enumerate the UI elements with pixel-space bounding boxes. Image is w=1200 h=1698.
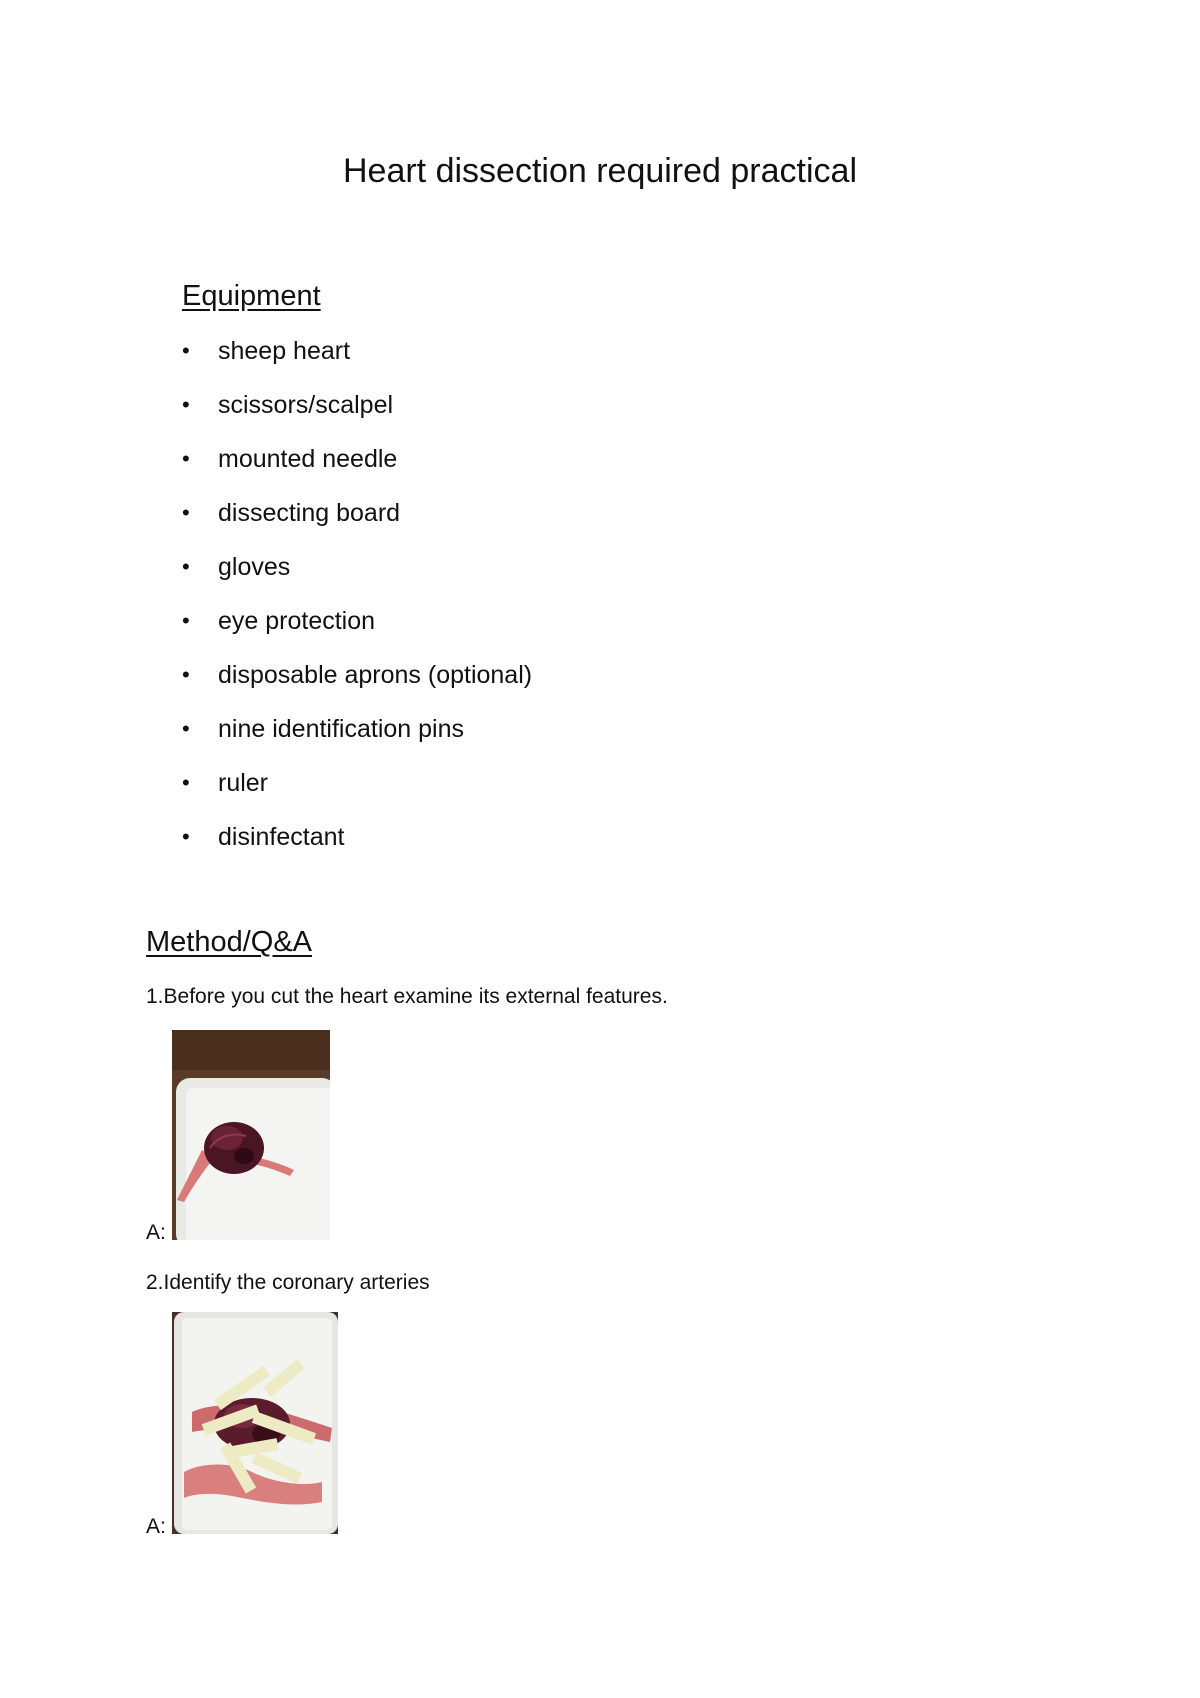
- equipment-heading: Equipment: [182, 280, 321, 312]
- method-heading: Method/Q&A: [146, 926, 313, 958]
- bullet-icon: •: [182, 338, 190, 363]
- equipment-item-label: gloves: [218, 553, 291, 581]
- bullet-icon: •: [182, 770, 190, 795]
- equipment-item: [182, 498, 532, 552]
- equipment-item-label: scissors/scalpel: [218, 391, 394, 419]
- equipment-item-label: sheep heart: [218, 337, 351, 365]
- question-1: 1.Before you cut the heart examine its external features.: [146, 985, 668, 1008]
- equipment-item-label: eye protection: [218, 607, 376, 635]
- equipment-item: [182, 390, 532, 444]
- question-2: 2.Identify the coronary arteries: [146, 1271, 430, 1294]
- bullet-icon: •: [182, 824, 190, 849]
- equipment-item: [182, 714, 532, 768]
- page-title: Heart dissection required practical: [342, 152, 858, 190]
- equipment-item-label: nine identification pins: [218, 715, 464, 743]
- equipment-item: [182, 336, 532, 390]
- equipment-item: [182, 768, 532, 822]
- answer-label-1: A:: [146, 1221, 166, 1244]
- coronary-arteries-photo: [172, 1312, 338, 1534]
- equipment-item-label: mounted needle: [218, 445, 398, 473]
- bullet-icon: •: [182, 716, 190, 741]
- equipment-item-label: ruler: [218, 769, 269, 797]
- bullet-icon: •: [182, 662, 190, 687]
- answer-label-2: A:: [146, 1515, 166, 1538]
- bullet-icon: •: [182, 554, 190, 579]
- equipment-item-label: disposable aprons (optional): [218, 661, 533, 689]
- equipment-item: [182, 606, 532, 660]
- heart-external-photo: [172, 1030, 330, 1240]
- bullet-icon: •: [182, 500, 190, 525]
- bullet-icon: •: [182, 392, 190, 417]
- equipment-item: [182, 660, 532, 714]
- equipment-item-label: dissecting board: [218, 499, 401, 527]
- bullet-icon: •: [182, 608, 190, 633]
- bullet-icon: •: [182, 446, 190, 471]
- equipment-item: [182, 444, 532, 498]
- equipment-item: [182, 822, 532, 876]
- equipment-item-label: disinfectant: [218, 823, 345, 851]
- equipment-list: [182, 336, 532, 876]
- equipment-item: [182, 552, 532, 606]
